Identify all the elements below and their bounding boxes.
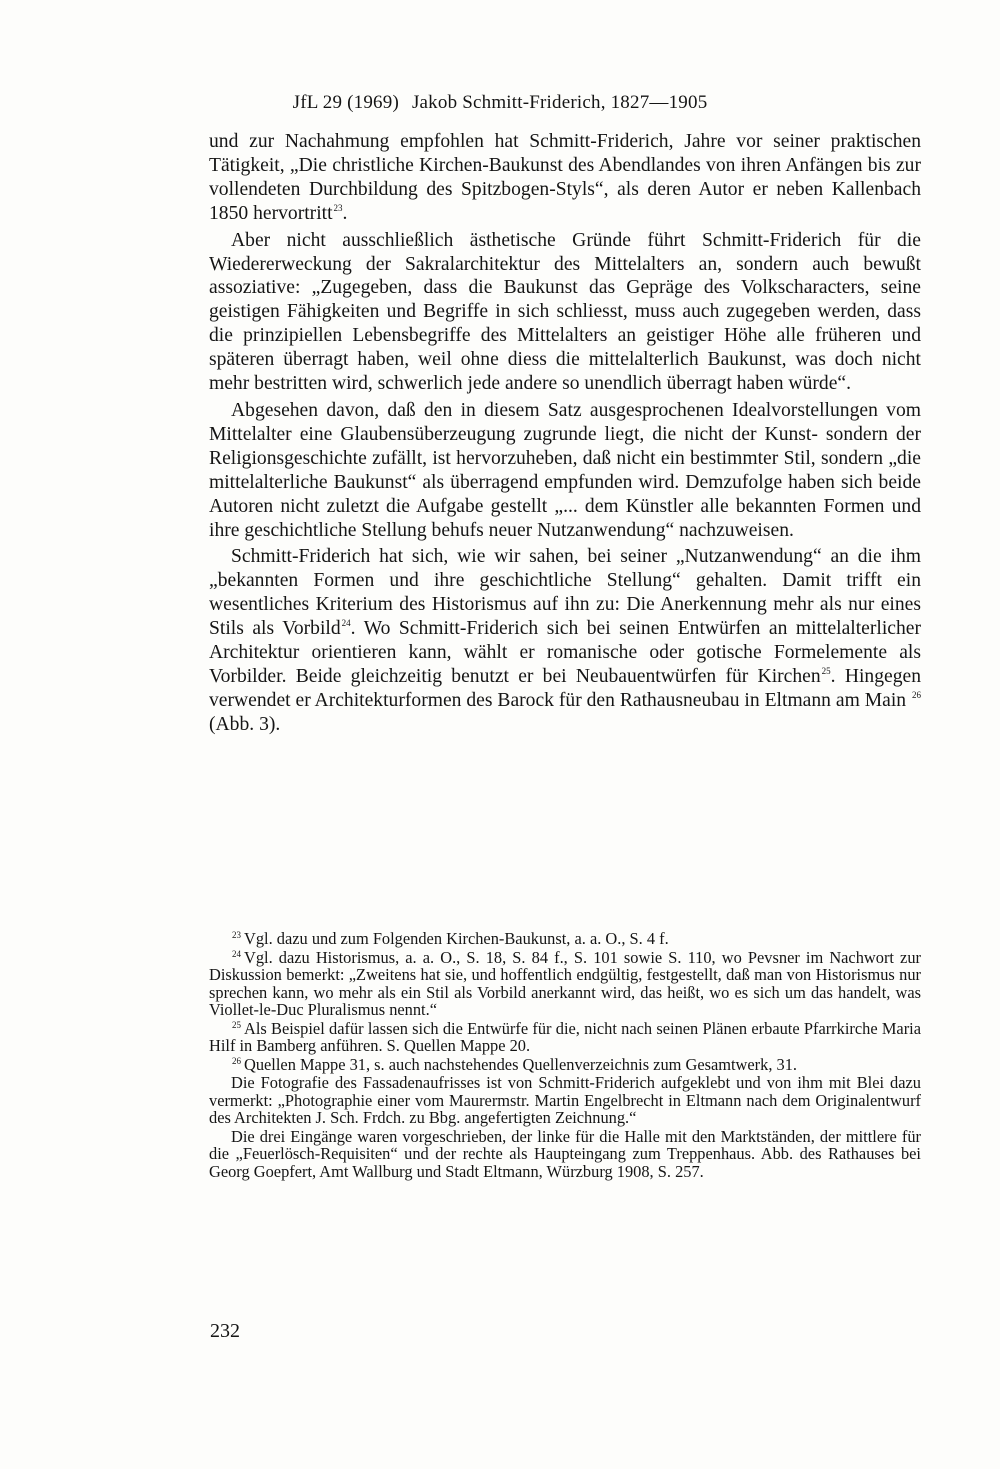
paragraph-3: Abgesehen davon, daß den in diesem Satz ausgesprochenen Idealvorstellungen vom Mittelalter eine Glaubensüberzeugung zugrunde liegt, die nicht der Kunst- sondern der Religionsgeschichte zufällt, ist hervorzuheben, daß nicht ein bestimmter Stil, sondern „die mittelalterliche Baukunst“ als überragend empfunden wird. Demzufolge haben sich beide Autoren nicht zuletzt die Aufgabe gestellt „... dem Künstler alle bekannten Formen und ihre geschichtliche Stellung behufs neuer Nutzanwendung“ nachzuweisen. xyxy=(209,399,921,541)
footnote-text: Als Beispiel dafür lassen sich die Entwürfe für die, nicht nach seinen Plänen erbaute Pfarrkirche Maria Hilf in Bamberg anführen. S. Quellen Mappe 20. xyxy=(209,1018,921,1055)
footnote-ref-25[interactable]: 25 xyxy=(821,665,831,676)
footnote-ref-26[interactable]: 26 xyxy=(912,689,922,700)
footnote-23 xyxy=(209,930,921,948)
paragraph-4-text-a: Schmitt-Friderich hat sich, wie wir sahen, bei seiner „Nutzanwendung“ an die ihm „bekannten Formen und ihre geschichtliche Stellung“ gehalten. Damit trifft ein wesentliches Kriterium des Historismus auf ihn zu: Die Anerkennung mehr als nur eines Stils als Vorbild xyxy=(209,546,921,640)
paragraph-2: Aber nicht ausschließlich ästhetische Gründe führt Schmitt-Friderich für die Wiedererweckung der Sakralarchitektur des Mittelalters an, sondern auch bewußt assoziative: „Zugegeben, dass die Baukunst das Gepräge des Volkscharacters, seine geistigen Fähigkeiten und Begriffe in sich schliesst, muss auch zugegeben werden, dass die prinzipiellen Lebensbegriffe des Mittelalters an geistiger Höhe alle früheren und späteren überragt haben, weil ohne diess die mittelalterlich Baukunst, was doch nicht mehr bestritten wird, schwerlich jede andere so unendlich überragt haben würde“. xyxy=(209,229,921,395)
paragraph-1-text: und zur Nachahmung empfohlen hat Schmitt-Friderich, Jahre vor seiner praktischen Tätigkeit, „Die christliche Kirchen-Baukunst des Abendlandes von ihren Anfängen bis zur vollendeten Durchbildung des Spitzbogen-Styls“, als deren Autor er neben Kallenbach 1850 hervortritt xyxy=(209,131,921,224)
footnote-text: Vgl. dazu Historismus, a. a. O., S. 18, S. 84 f., S. 101 sowie S. 110, wo Pevsner im Nachwort zur Diskussion bemerkt: „Zweitens hat sie, und hoffentlich endgültig, festgestellt, daß man von Historismus nur sprechen kann, wo mehr als ein Stil als Vorbild anerkannt wird, das heißt, wo es sich um das handelt, was Viollet-le-Duc Pluralismus nennt.“ xyxy=(209,947,921,1019)
journal-reference: JfL 29 (1969) xyxy=(292,92,399,113)
footnote-ref-24[interactable]: 24 xyxy=(341,618,351,629)
footnote-26-continuation-2: Die drei Eingänge waren vorgeschrieben, der linke für die Halle mit den Marktständen, der mittlere für die „Feuerlösch-Requisiten“ und der rechte als Haupteingang zum Treppenhaus. Abb. des Rathauses bei Georg Goepfert, Amt Wallburg und Stadt Eltmann, Würzburg 1908, S. 257. xyxy=(209,1126,921,1181)
footnotes xyxy=(209,930,921,1180)
paragraph-4-text-d: (Abb. 3). xyxy=(209,713,281,735)
running-header xyxy=(0,92,1000,114)
footnote-number: 26 xyxy=(232,1055,241,1066)
page-number: 232 xyxy=(210,1320,240,1342)
footnote-number: 24 xyxy=(232,948,241,959)
footnote-number: 23 xyxy=(232,930,241,940)
footnote-24 xyxy=(209,949,921,1019)
footnote-26-continuation-1: Die Fotografie des Fassadenaufrisses ist von Schmitt-Friderich aufgeklebt und von ihm mit Blei dazu vermerkt: „Photographie einer vom Maurermstr. Martin Engelbrecht in Eltmann nach dem Originalentwurf des Architekten J. Sch. Frdch. zu Bbg. angefertigten Zeichnung.“ xyxy=(209,1073,921,1127)
footnote-text: Quellen Mappe 31, s. auch nachstehendes Quellenverzeichnis zum Gesamtwerk, 31. xyxy=(244,1054,797,1074)
article-title: Jakob Schmitt-Friderich, 1827—1905 xyxy=(411,92,708,113)
paragraph-4-text-b: . Wo Schmitt-Friderich sich bei seinen Entwürfen an mittelalterlicher Architektur orientieren kann, wählt er romanische oder gotische Formelemente als Vorbilder. Beide gleichzeitig benutzt er bei Neubauentwürfen für Kirchen xyxy=(209,618,921,687)
main-text xyxy=(209,130,921,737)
footnote-ref-23[interactable]: 23 xyxy=(333,202,343,213)
footnote-25 xyxy=(209,1020,921,1055)
paragraph-4-text-c: . Hingegen verwendet er Architekturformen des Barock für den Rathausneubau in Eltmann am Main xyxy=(209,665,921,711)
paragraph-1 xyxy=(209,130,921,226)
footnote-number: 25 xyxy=(232,1019,241,1030)
paragraph-1-end: . xyxy=(342,202,348,224)
paragraph-4 xyxy=(209,545,921,736)
footnote-26 xyxy=(209,1056,921,1074)
footnote-text: Vgl. dazu und zum Folgenden Kirchen-Baukunst, a. a. O., S. 4 f. xyxy=(244,929,669,948)
